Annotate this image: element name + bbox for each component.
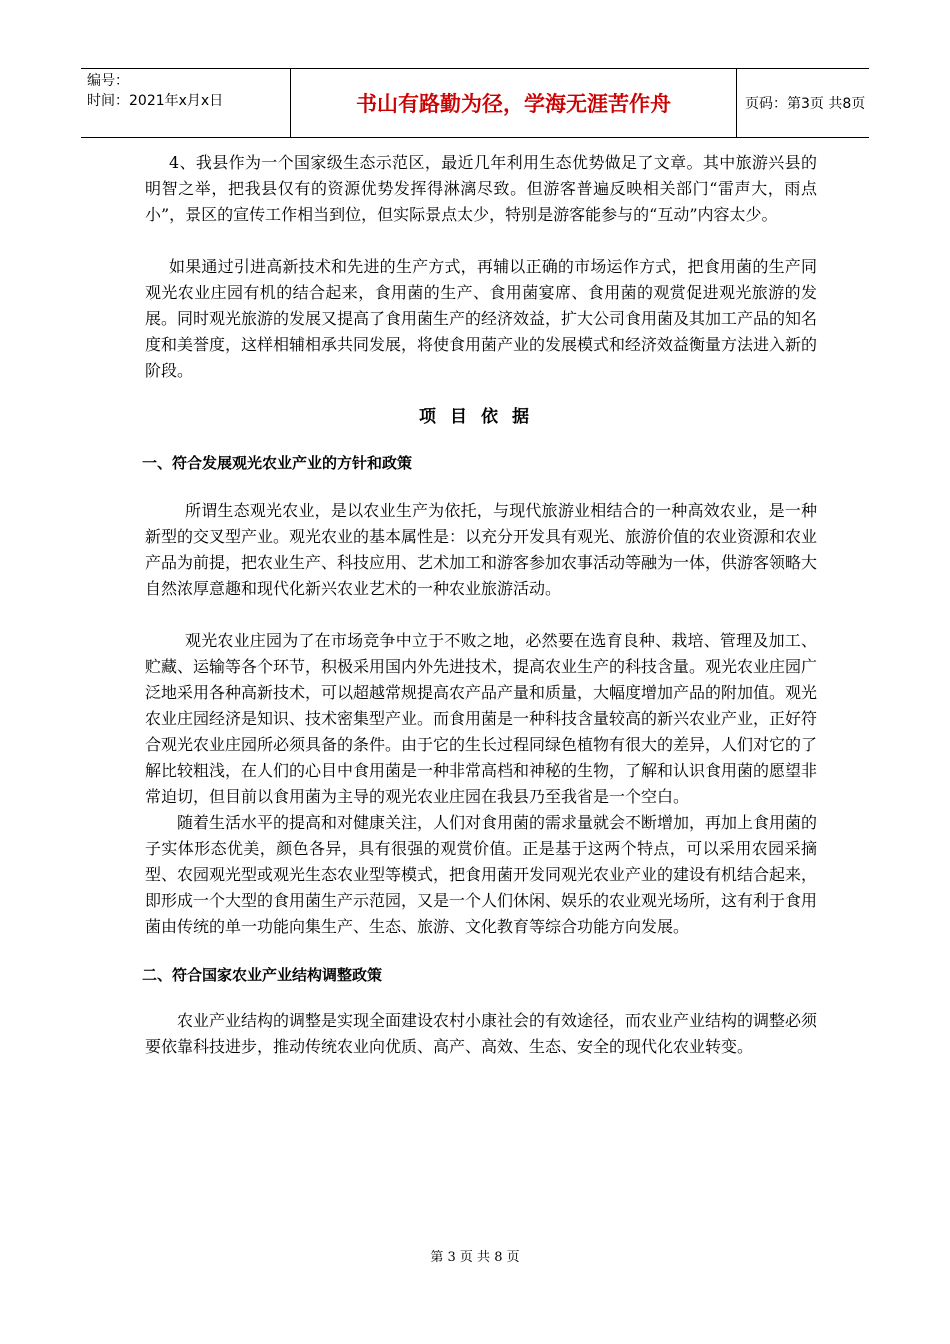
- date-label: 时间：2021年x月x日: [87, 93, 224, 109]
- section-heading-2: 二、符合国家农业产业结构调整政策: [142, 966, 383, 984]
- paragraph-4: 观光农业庄园为了在市场竞争中立于不败之地，必然要在选育良种、栽培、管理及加工、贮藏、运输等各个环节，积极采用国内外先进技术，提高农业生产的科技含量。观光农业庄园广泛地采用各种高新技术，可以超越常规提高农产品产量和质量，大幅度增加产品的附加值。观光农业庄园经济是知识、技术密集型产业。而食用菌是一种科技含量较高的新兴农业产业，正好符合观光农业庄园所必须具备的条件。由于它的生长过程同绿色植物有很大的差异，人们对它的了解比较粗浅，在人们的心目中食用菌是一种非常高档和神秘的生物，了解和认识食用菌的愿望非常迫切，但目前以食用菌为主导的观光农业庄园在我县乃至我省是一个空白。: [145, 631, 818, 806]
- paragraph-1: 4、我县作为一个国家级生态示范区，最近几年利用生态优势做足了文章。其中旅游兴县的明智之举，把我县仅有的资源优势发挥得淋漓尽致。但游客普遍反映相关部门“雷声大，雨点小”，景区的宣传工作相当到位，但实际景点太少，特别是游客能参与的“互动”内容太少。: [145, 153, 817, 224]
- document-body: [142, 150, 818, 1060]
- paragraph-6: 农业产业结构的调整是实现全面建设农村小康社会的有效途径，而农业产业结构的调整必须要依靠科技进步，推动传统农业向优质、高产、高效、生态、安全的现代化农业转变。: [145, 1011, 818, 1056]
- header-motto: 书山有路勤为径，学海无涯苦作舟: [291, 69, 737, 137]
- paragraph-5: 随着生活水平的提高和对健康关注，人们对食用菌的需求量就会不断增加，再加上食用菌的子实体形态优美，颜色各异，具有很强的观赏价值。正是基于这两个特点，可以采用农园采摘型、农园观光型或观光生态农业型等模式，把食用菌开发同观光农业产业的建设有机结合起来，即形成一个大型的食用菌生产示范园，又是一个人们休闲、娱乐的农业观光场所，这有利于食用菌由传统的单一功能向集生产、生态、旅游、文化教育等综合功能方向发展。: [145, 813, 818, 936]
- paragraph-2: 如果通过引进高新技术和先进的生产方式，再辅以正确的市场运作方式，把食用菌的生产同观光农业庄园有机的结合起来，食用菌的生产、食用菌宴席、食用菌的观赏促进观光旅游的发展。同时观光旅游的发展又提高了食用菌生产的经济效益，扩大公司食用菌及其加工产品的知名度和美誉度，这样相辅相承共同发展，将使食用菌产业的发展模式和经济效益衡量方法进入新的阶段。: [145, 257, 818, 380]
- page-header: [81, 68, 869, 138]
- header-meta: [81, 69, 291, 137]
- code-label: 编号：: [87, 73, 129, 89]
- header-page-info: 页码：第3页 共8页: [745, 96, 866, 112]
- page-footer: 第 3 页 共 8 页: [430, 1250, 520, 1265]
- section-title: 项目依据: [419, 407, 543, 427]
- section-heading-1: 一、符合发展观光农业产业的方针和政策: [142, 454, 413, 472]
- paragraph-3: 所谓生态观光农业，是以农业生产为依托，与现代旅游业相结合的一种高效农业，是一种新型的交叉型产业。观光农业的基本属性是：以充分开发具有观光、旅游价值的农业资源和农业产品为前提，把农业生产、科技应用、艺术加工和游客参加农事活动等融为一体，供游客领略大自然浓厚意趣和现代化新兴农业艺术的一种农业旅游活动。: [145, 501, 818, 598]
